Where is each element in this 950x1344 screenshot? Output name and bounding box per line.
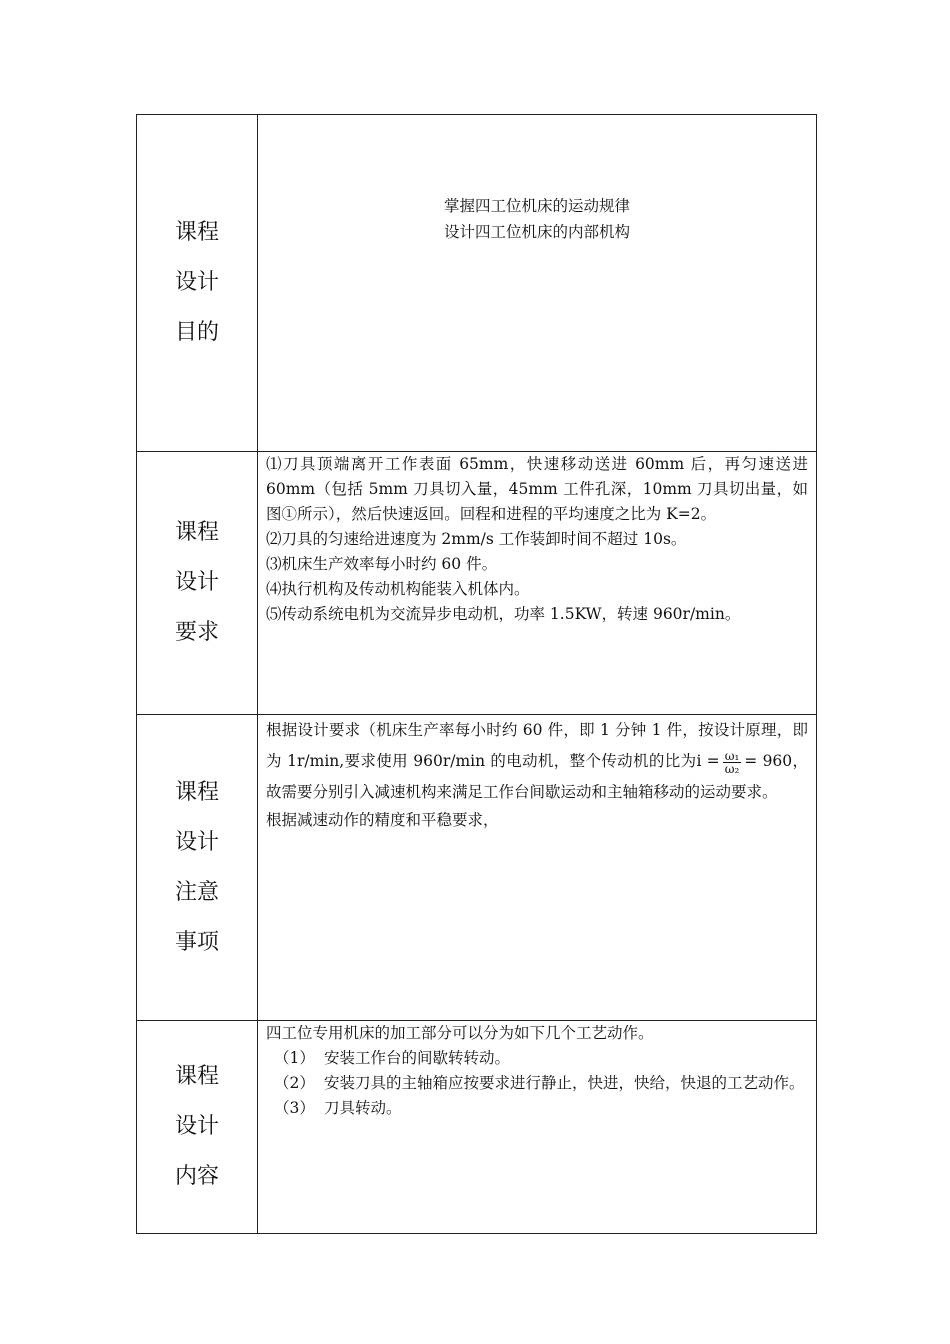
label-line: 注意 bbox=[174, 879, 219, 905]
label-line: 课程 bbox=[174, 220, 219, 245]
content-cell-purpose bbox=[258, 115, 817, 452]
label-line: 设计 bbox=[174, 570, 219, 595]
purpose-line: 掌握四工位机床的运动规律 bbox=[443, 197, 630, 215]
requirement-item: ⑴刀具顶端离开工作表面 65mm，快速移动送进 60mm 后，再匀速送进 60mm（包括 5mm 刀具切入量，45mm 工件孔深，10mm 刀具切出量，如图①所示），然后快速返回。回程和进程的平均速度之比为 K=2。 bbox=[266, 455, 808, 523]
label-line: 课程 bbox=[174, 1064, 219, 1089]
label-cell-notes bbox=[137, 715, 258, 1021]
list-text: 安装刀具的主轴箱应按要求进行静止，快进，快给，快退的工艺动作。 bbox=[324, 1074, 805, 1092]
label-line: 设计 bbox=[174, 1114, 219, 1139]
label-line: 课程 bbox=[174, 520, 219, 545]
course-design-table bbox=[136, 114, 817, 1234]
requirement-item: ⑶机床生产效率每小时约 60 件。 bbox=[266, 555, 498, 573]
list-marker: （1） bbox=[274, 1049, 315, 1067]
fraction-denominator: ω₂ bbox=[724, 761, 740, 776]
requirement-item: ⑵刀具的匀速给进速度为 2mm/s 工作装卸时间不超过 10s。 bbox=[266, 530, 687, 548]
content-cell-notes bbox=[258, 715, 817, 1021]
label-cell-purpose bbox=[137, 115, 258, 452]
list-item bbox=[266, 1046, 808, 1071]
list-item bbox=[266, 1096, 808, 1121]
label-line: 内容 bbox=[174, 1164, 219, 1189]
label-line: 课程 bbox=[174, 779, 219, 805]
requirement-item: ⑸传动系统电机为交流异步电动机，功率 1.5KW，转速 960r/min。 bbox=[266, 605, 741, 623]
row-requirements bbox=[137, 452, 817, 715]
label-line: 设计 bbox=[174, 270, 219, 295]
label-line: 事项 bbox=[174, 929, 219, 955]
purpose-line: 设计四工位机床的内部机构 bbox=[443, 223, 630, 241]
row-notes bbox=[137, 715, 817, 1021]
list-marker: （3） bbox=[274, 1099, 315, 1117]
list-item bbox=[266, 1071, 808, 1096]
list-text: 安装工作台的间歇转转动。 bbox=[324, 1049, 511, 1067]
list-marker: （2） bbox=[274, 1074, 315, 1092]
label-line: 设计 bbox=[174, 829, 219, 855]
requirement-item: ⑷执行机构及传动机构能装入机体内。 bbox=[266, 580, 530, 598]
label-line: 目的 bbox=[174, 320, 219, 345]
notes-paragraph bbox=[266, 715, 808, 808]
label-cell-content bbox=[137, 1021, 258, 1234]
notes-text-before: 根据设计要求（机床生产率每小时约 60 件，即 1 分钟 1 件，按设计原理，即为 1r/min,要求使用 960r/min 的电动机，整个传动机的比为i = bbox=[266, 721, 808, 770]
notes-text-after: = 960，故需要分别引入减速机构来满足工作台间歇运动和主轴箱移动的运动要求。 bbox=[266, 752, 809, 801]
label-line: 要求 bbox=[174, 620, 219, 645]
notes-paragraph: 根据减速动作的精度和平稳要求， bbox=[266, 811, 499, 829]
list-text: 刀具转动。 bbox=[324, 1099, 402, 1117]
row-purpose bbox=[137, 115, 817, 452]
content-cell-requirements bbox=[258, 452, 817, 715]
ratio-fraction bbox=[723, 750, 742, 775]
content-intro: 四工位专用机床的加工部分可以分为如下几个工艺动作。 bbox=[266, 1024, 654, 1042]
content-cell-content bbox=[258, 1021, 817, 1234]
row-content bbox=[137, 1021, 817, 1234]
process-list bbox=[266, 1046, 808, 1121]
label-cell-requirements bbox=[137, 452, 258, 715]
fraction-numerator: ω₁ bbox=[724, 748, 740, 763]
